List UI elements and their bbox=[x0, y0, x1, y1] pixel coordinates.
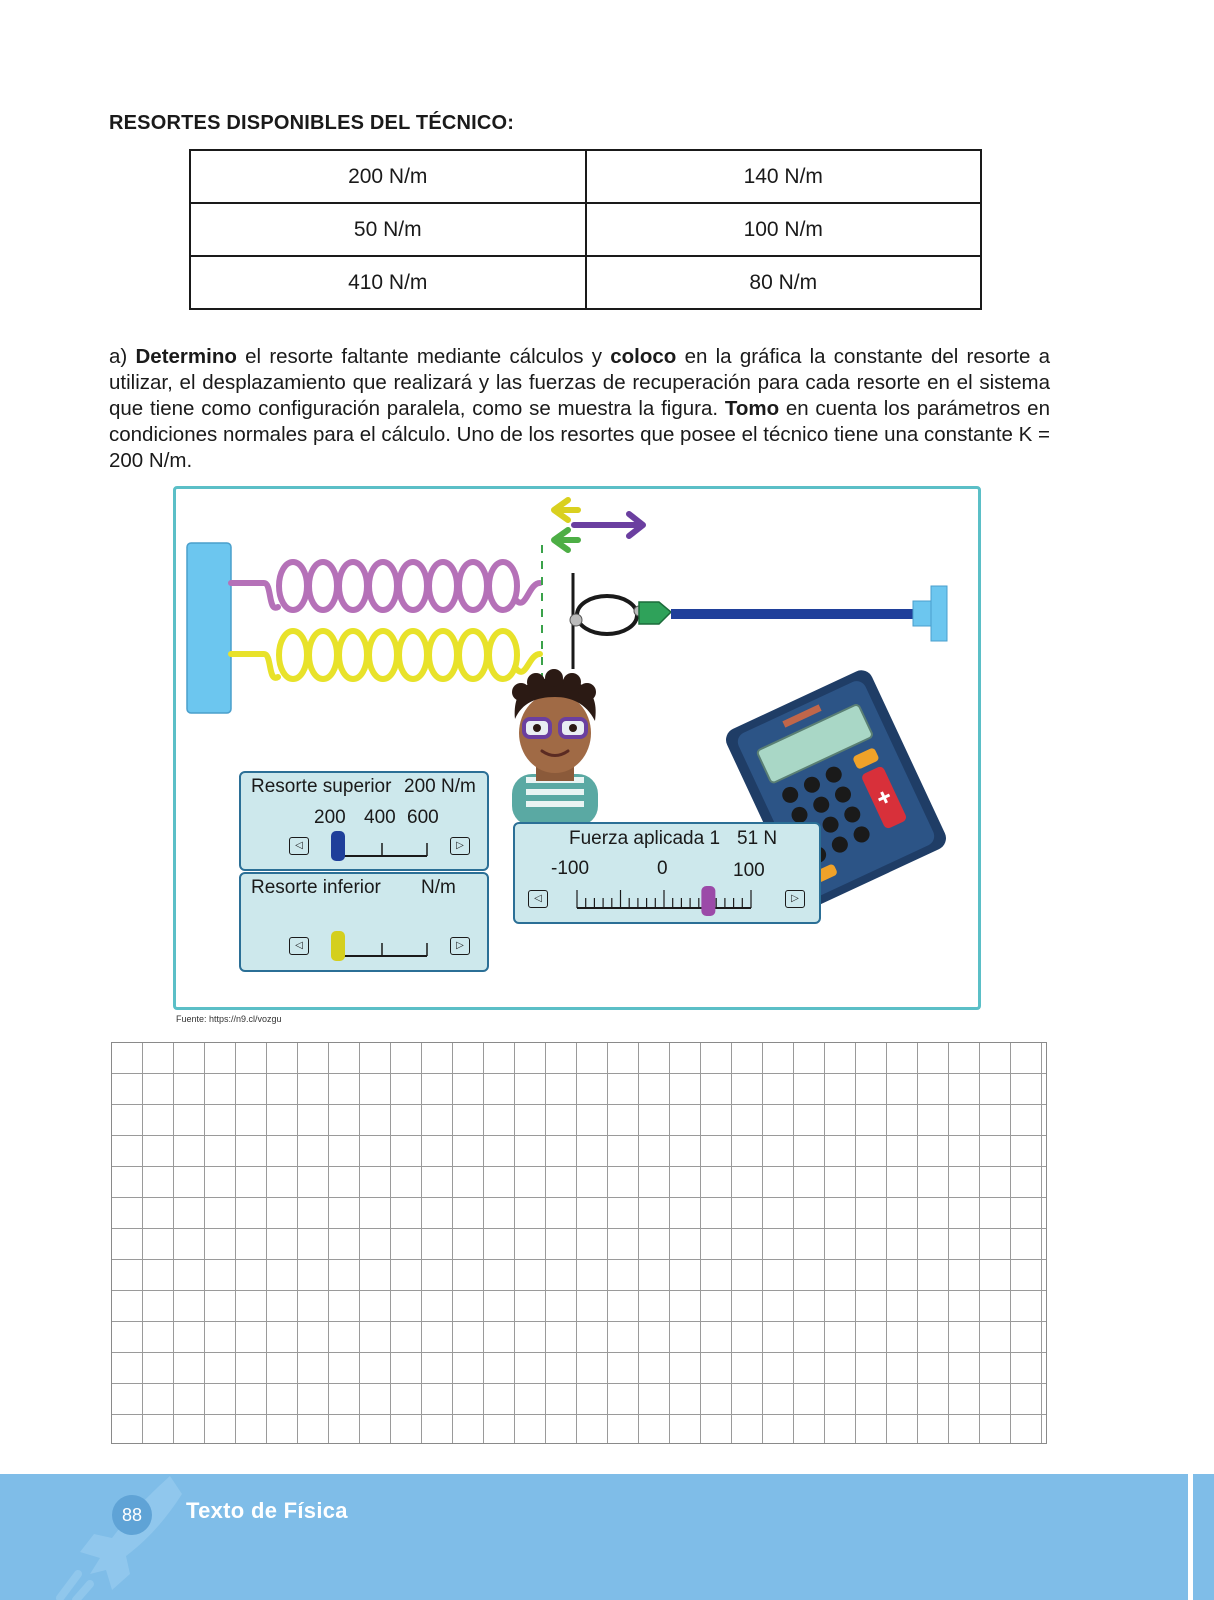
left-arrow-icon bbox=[554, 500, 578, 520]
page-footer bbox=[0, 1474, 1214, 1600]
tick-label: 0 bbox=[657, 858, 668, 879]
decrease-button[interactable]: ◁ bbox=[289, 837, 309, 855]
slider-thumb bbox=[331, 931, 345, 961]
tick-label: 600 bbox=[407, 807, 439, 828]
table-cell: 140 N/m bbox=[586, 150, 982, 203]
upper-spring-slider[interactable] bbox=[327, 829, 431, 863]
upper-spring-label: Resorte superior bbox=[251, 776, 392, 797]
spring-simulation-figure bbox=[173, 486, 981, 1010]
table-cell: 410 N/m bbox=[190, 256, 586, 309]
upper-spring bbox=[231, 562, 540, 610]
increase-button[interactable]: ▷ bbox=[450, 937, 470, 955]
hook-ring bbox=[577, 596, 637, 634]
right-arrow-icon bbox=[574, 514, 643, 536]
table-row bbox=[190, 256, 981, 309]
slider-thumb bbox=[331, 831, 345, 861]
grip-handle bbox=[639, 602, 671, 624]
footer-title: Texto de Física bbox=[186, 1498, 348, 1523]
lower-spring bbox=[231, 631, 540, 679]
upper-spring-value: 200 N/m bbox=[404, 776, 476, 797]
pull-rod bbox=[671, 609, 915, 619]
table-cell: 50 N/m bbox=[190, 203, 586, 256]
figure-source: Fuente: https://n9.cl/vozgu bbox=[176, 1014, 282, 1024]
applied-force-slider[interactable] bbox=[571, 876, 761, 916]
table-cell: 100 N/m bbox=[586, 203, 982, 256]
increase-button[interactable]: ▷ bbox=[785, 890, 805, 908]
page-number: 88 bbox=[112, 1495, 152, 1535]
tick-label: 400 bbox=[364, 807, 396, 828]
table-row bbox=[190, 150, 981, 203]
left-arrow-icon bbox=[554, 530, 578, 550]
applied-force-panel bbox=[513, 822, 821, 924]
section-heading: RESORTES DISPONIBLES DEL TÉCNICO: bbox=[109, 112, 515, 134]
answer-grid bbox=[111, 1042, 1047, 1444]
lower-spring-slider[interactable] bbox=[327, 929, 431, 963]
applied-force-value: 51 N bbox=[737, 828, 778, 849]
slider-thumb bbox=[701, 886, 715, 916]
instructions-paragraph: a) Determino el resorte faltante mediante cálculos y coloco en la gráfica la constante del resorte a utilizar, el desplazamiento que realizará y las fuerzas de recuperación para cada resorte en el sistema que tiene como configuración paralela, como se muestra la figura. Tomo en cuenta los parámetros en condiciones normales para el cálculo. Uno de los resortes que posee el técnico tiene una constante K = 200 N/m. bbox=[109, 345, 1050, 472]
table-cell: 200 N/m bbox=[190, 150, 586, 203]
rocket-icon bbox=[50, 1474, 190, 1600]
springs-table bbox=[189, 149, 982, 310]
tick-label: 100 bbox=[733, 860, 765, 881]
decrease-button[interactable]: ◁ bbox=[528, 890, 548, 908]
table-row bbox=[190, 203, 981, 256]
increase-button[interactable]: ▷ bbox=[450, 837, 470, 855]
tick-label: -100 bbox=[551, 858, 590, 879]
table-cell: 80 N/m bbox=[586, 256, 982, 309]
upper-spring-panel bbox=[239, 771, 489, 871]
lower-spring-label: Resorte inferior bbox=[251, 877, 381, 898]
applied-force-label: Fuerza aplicada 1 bbox=[569, 828, 721, 849]
decrease-button[interactable]: ◁ bbox=[289, 937, 309, 955]
tick-label: 200 bbox=[314, 807, 346, 828]
lower-spring-panel bbox=[239, 872, 489, 972]
footer-edge-tab bbox=[1193, 1474, 1214, 1600]
boy-with-glasses-icon bbox=[512, 669, 598, 826]
lower-spring-unit: N/m bbox=[421, 877, 456, 898]
wall-block bbox=[187, 543, 231, 713]
